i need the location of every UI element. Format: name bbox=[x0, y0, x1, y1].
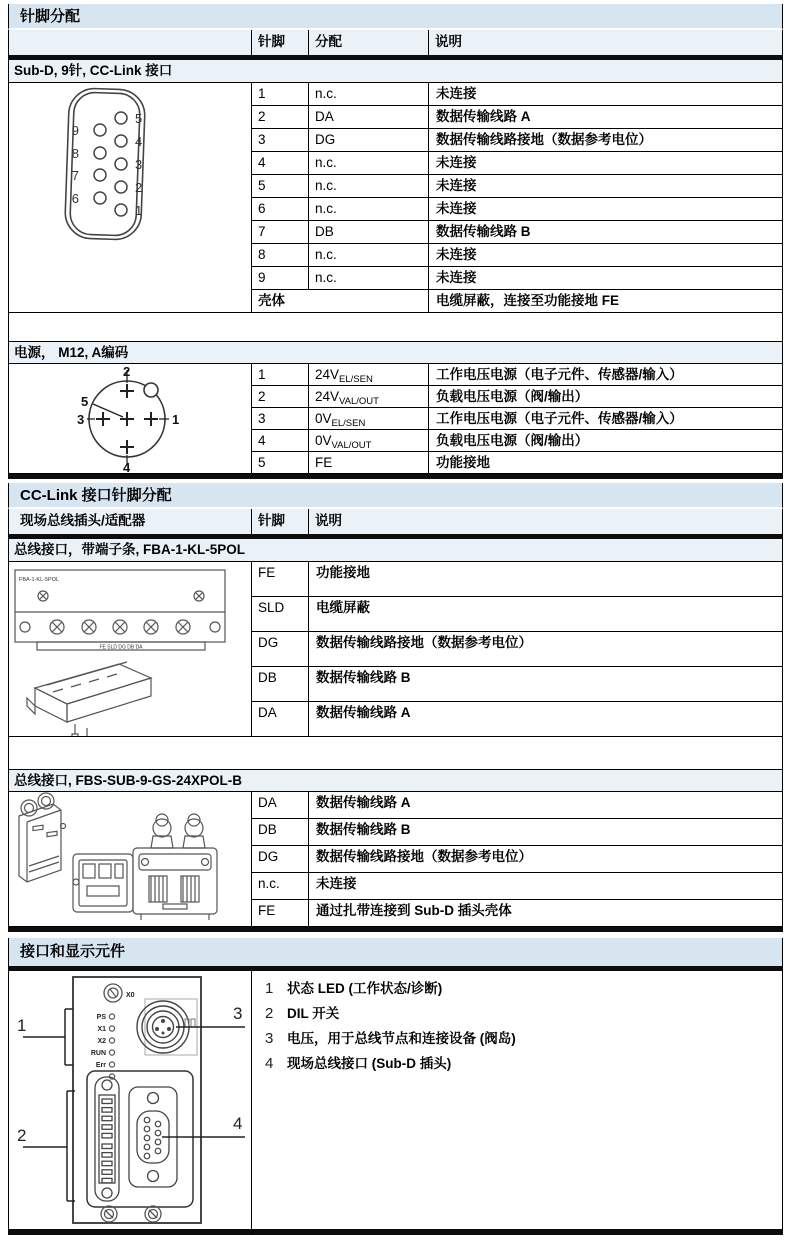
fba-terminal-diagram bbox=[9, 562, 251, 737]
m12-pin-label: 5 bbox=[81, 394, 89, 409]
device-led-label: PS bbox=[96, 1014, 106, 1021]
assignment-cell: DA bbox=[308, 106, 428, 129]
pin-cell: SLD bbox=[251, 597, 308, 632]
pin-cell: n.c. bbox=[251, 873, 308, 900]
m12-connector-diagram bbox=[9, 364, 251, 474]
description-cell: 未连接 bbox=[428, 175, 782, 198]
header-description: 说明 bbox=[308, 509, 782, 534]
description-cell: 电缆屏蔽 bbox=[308, 597, 782, 632]
header-description: 说明 bbox=[428, 30, 782, 55]
legend-number: 3 bbox=[265, 1030, 274, 1047]
description-cell: 功能接地 bbox=[428, 452, 782, 474]
description-cell: 未连接 bbox=[428, 152, 782, 175]
fba-pin-table bbox=[9, 562, 782, 737]
pin-cell: 7 bbox=[251, 221, 308, 244]
section-title-interface-elements: 接口和显示元件 bbox=[8, 938, 783, 966]
callout-1-label: 1 bbox=[17, 1016, 27, 1035]
assignment-cell: n.c. bbox=[308, 198, 428, 221]
device-led-label: RUN bbox=[90, 1050, 106, 1057]
assignment-cell: n.c. bbox=[308, 267, 428, 290]
assignment-cell: n.c. bbox=[308, 83, 428, 106]
assignment-cell: n.c. bbox=[308, 152, 428, 175]
header-plug: 现场总线插头/适配器 bbox=[20, 513, 146, 528]
description-cell: 未连接 bbox=[308, 873, 782, 900]
device-panel-diagram bbox=[9, 971, 251, 1234]
subd-pin-label: 4 bbox=[135, 134, 143, 149]
fbs-pin-table bbox=[9, 792, 782, 927]
pin-cell: 5 bbox=[251, 452, 308, 474]
legend-item bbox=[265, 1005, 782, 1022]
table-spacer bbox=[9, 313, 782, 341]
description-cell: 数据传输线路接地（数据参考电位） bbox=[428, 129, 782, 152]
section-title-cclink: CC-Link 接口针脚分配 bbox=[8, 483, 783, 509]
assignment-cell: $0V_{EL/SEN}$ bbox=[308, 408, 428, 430]
pin-cell: 2 bbox=[251, 386, 308, 408]
subd-pin-label: 5 bbox=[135, 111, 143, 126]
assignment-cell: n.c. bbox=[308, 244, 428, 267]
fbs-adapter-diagram bbox=[9, 792, 251, 927]
description-cell: 工作电压电源（电子元件、传感器/输入） bbox=[428, 408, 782, 430]
description-cell: 未连接 bbox=[428, 244, 782, 267]
pin-table-header bbox=[8, 30, 783, 55]
pin-cell: 1 bbox=[251, 83, 308, 106]
pin-cell: FE bbox=[251, 562, 308, 597]
legend-number: 2 bbox=[265, 1005, 274, 1022]
pin-cell: 4 bbox=[251, 152, 308, 175]
pin-cell: DA bbox=[251, 792, 308, 819]
device-led-label: X1 bbox=[97, 1026, 106, 1033]
legend-item bbox=[265, 1030, 782, 1047]
fba-terminal-labels: FE SLD DG DB DA bbox=[99, 644, 143, 651]
legend-number: 1 bbox=[265, 980, 274, 997]
m12-pin-label: 2 bbox=[123, 364, 131, 379]
fba-part-label: FBA-1-KL-5POL bbox=[19, 577, 60, 583]
legend-text: 电压，用于总线节点和连接设备 (阀岛) bbox=[287, 1031, 516, 1046]
subsection-title-fbs: 总线接口, FBS-SUB-9-GS-24XPOL-B bbox=[9, 769, 782, 792]
device-led-label: Err bbox=[95, 1062, 106, 1069]
assignment-cell: $24V_{VAL/OUT}$ bbox=[308, 386, 428, 408]
header-empty bbox=[9, 30, 251, 55]
pin-cell: DG bbox=[251, 632, 308, 667]
subd-connector-diagram bbox=[9, 83, 251, 313]
legend-number: 4 bbox=[265, 1055, 274, 1072]
header-pin: 针脚 bbox=[251, 30, 308, 55]
subd-pin-label: 6 bbox=[71, 191, 79, 206]
description-cell: 负载电压电源（阀/输出） bbox=[428, 386, 782, 408]
section-title-pin-assignment: 针脚分配 bbox=[8, 4, 783, 30]
assignment-cell: n.c. bbox=[308, 175, 428, 198]
callout-4-label: 4 bbox=[233, 1114, 243, 1133]
pin-cell: 9 bbox=[251, 267, 308, 290]
subd-pin-label: 2 bbox=[135, 180, 143, 195]
assignment-cell: $24V_{EL/SEN}$ bbox=[308, 364, 428, 386]
device-legend bbox=[251, 971, 782, 1234]
description-cell: 数据传输线路接地（数据参考电位） bbox=[308, 632, 782, 667]
device-x0-label: X0 bbox=[126, 992, 135, 999]
pin-cell: DB bbox=[251, 667, 308, 702]
subsection-title-subd: Sub-D, 9针, CC-Link 接口 bbox=[9, 60, 782, 83]
pin-cell: 1 bbox=[251, 364, 308, 386]
power-pin-table bbox=[9, 364, 782, 474]
subd-pin-label: 7 bbox=[71, 168, 79, 183]
pin-cell: DB bbox=[251, 819, 308, 846]
legend-item bbox=[265, 1055, 782, 1072]
description-cell: 工作电压电源（电子元件、传感器/输入） bbox=[428, 364, 782, 386]
description-cell: 数据传输线路接地（数据参考电位） bbox=[308, 846, 782, 873]
description-cell: 数据传输线路 A bbox=[308, 792, 782, 819]
pin-cell: 5 bbox=[251, 175, 308, 198]
subsection-title-fba: 总线接口，带端子条, FBA-1-KL-5POL bbox=[9, 539, 782, 562]
subd-pin-label: 8 bbox=[71, 146, 79, 161]
subsection-title-power: 电源， M12, A编码 bbox=[9, 341, 782, 364]
cclink-table-header bbox=[8, 509, 783, 534]
legend-text: DIL 开关 bbox=[287, 1006, 340, 1021]
description-cell: 数据传输线路 B bbox=[428, 221, 782, 244]
assignment-cell: DG bbox=[308, 129, 428, 152]
pin-cell: 3 bbox=[251, 129, 308, 152]
header-pin: 针脚 bbox=[251, 509, 308, 534]
pin-cell: 6 bbox=[251, 198, 308, 221]
description-cell: 负载电压电源（阀/输出） bbox=[428, 430, 782, 452]
subd-pin-label: 9 bbox=[71, 123, 79, 138]
m12-pin-label: 3 bbox=[77, 412, 85, 427]
subd-pin-label: 1 bbox=[135, 203, 143, 218]
interface-elements-content bbox=[8, 971, 783, 1229]
table-spacer bbox=[9, 737, 782, 769]
page-content bbox=[8, 0, 783, 1235]
m12-pin-label: 1 bbox=[172, 412, 180, 427]
legend-text: 状态 LED (工作状态/诊断) bbox=[287, 981, 443, 996]
pin-cell: FE bbox=[251, 900, 308, 927]
m12-pin-label: 4 bbox=[123, 460, 131, 474]
device-led-label: X2 bbox=[97, 1038, 106, 1045]
pin-cell: 8 bbox=[251, 244, 308, 267]
subd-pin-label: 3 bbox=[135, 157, 143, 172]
header-assignment: 分配 bbox=[308, 30, 428, 55]
cclink-tables bbox=[8, 539, 783, 927]
pin-cell: 4 bbox=[251, 430, 308, 452]
pin-cell: DG bbox=[251, 846, 308, 873]
description-cell: 数据传输线路 B bbox=[308, 819, 782, 846]
description-cell: 未连接 bbox=[428, 267, 782, 290]
housing-pin-cell: 壳体 bbox=[251, 290, 428, 313]
assignment-cell: FE bbox=[308, 452, 428, 474]
subd-pin-table bbox=[9, 83, 782, 313]
description-cell: 未连接 bbox=[428, 198, 782, 221]
assignment-cell: $0V_{VAL/OUT}$ bbox=[308, 430, 428, 452]
pin-cell: DA bbox=[251, 702, 308, 737]
description-cell: 数据传输线路 B bbox=[308, 667, 782, 702]
pin-cell: 3 bbox=[251, 408, 308, 430]
legend-item bbox=[265, 980, 782, 997]
description-cell: 通过扎带连接到 Sub-D 插头壳体 bbox=[308, 900, 782, 927]
description-cell: 数据传输线路 A bbox=[308, 702, 782, 737]
legend-text: 现场总线接口 (Sub-D 插头) bbox=[287, 1056, 452, 1071]
callout-2-label: 2 bbox=[17, 1126, 27, 1145]
callout-3-label: 3 bbox=[233, 1004, 243, 1023]
pin-assignment-tables bbox=[8, 60, 783, 474]
description-cell: 未连接 bbox=[428, 83, 782, 106]
description-cell: 功能接地 bbox=[308, 562, 782, 597]
housing-description-cell: 电缆屏蔽，连接至功能接地 FE bbox=[428, 290, 782, 313]
pin-cell: 2 bbox=[251, 106, 308, 129]
assignment-cell: DB bbox=[308, 221, 428, 244]
description-cell: 数据传输线路 A bbox=[428, 106, 782, 129]
